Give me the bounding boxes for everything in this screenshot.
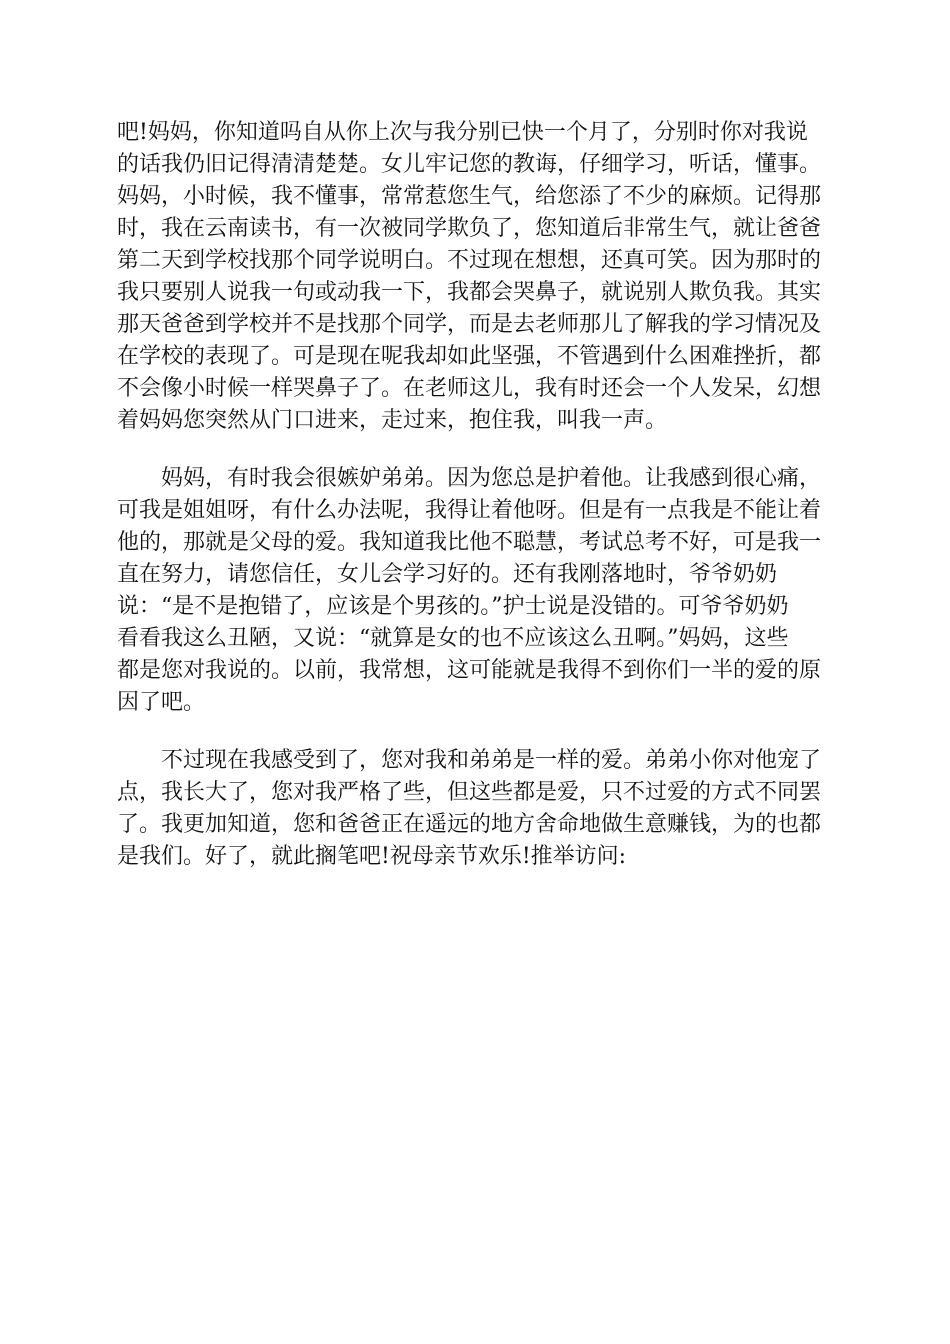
paragraph-2-line-4: 直在努力，请您信任，女儿会学习好的。还有我刚落地时，爷爷奶奶 bbox=[117, 562, 778, 587]
paragraph-1-line-9: 不会像小时候一样哭鼻子了。在老师这儿，我有时还会一个人发呆，幻想 bbox=[117, 376, 822, 401]
paragraph-2-line-8: 因了吧。 bbox=[117, 690, 206, 715]
paragraph-2-line-7: 都是您对我说的。以前，我常想，这可能就是我得不到你们一半的爱的原 bbox=[117, 658, 822, 683]
paragraph-1-line-5: 第二天到学校找那个同学说明白。不过现在想想，还真可笑。因为那时的 bbox=[117, 248, 822, 273]
paragraph-1-line-7: 那天爸爸到学校并不是找那个同学，而是去老师那儿了解我的学习情况及 bbox=[117, 312, 822, 337]
paragraph-1-line-1: 吧!妈妈，你知道吗自从你上次与我分别已快一个月了，分别时你对我说 bbox=[117, 120, 808, 145]
paragraph-2-line-5: 说：“是不是抱错了，应该是个男孩的。”护士说是没错的。可爷爷奶奶 bbox=[117, 594, 789, 619]
paragraph-3-line-4: 是我们。好了，就此搁笔吧!祝母亲节欢乐!推举访问: bbox=[117, 844, 627, 869]
paragraph-1-line-2: 的话我仍旧记得清清楚楚。女儿牢记您的教诲，仔细学习，听话，懂事。 bbox=[117, 152, 822, 177]
paragraph-1-line-3: 妈妈，小时候，我不懂事，常常惹您生气，给您添了不少的麻烦。记得那 bbox=[117, 184, 822, 209]
paragraph-1-line-8: 在学校的表现了。可是现在呢我却如此坚强，不管遇到什么困难挫折，都 bbox=[117, 344, 822, 369]
paragraph-1-line-6: 我只要别人说我一句或动我一下，我都会哭鼻子，就说别人欺负我。其实 bbox=[117, 280, 822, 305]
paragraph-1-line-4: 时，我在云南读书，有一次被同学欺负了，您知道后非常生气，就让爸爸 bbox=[117, 216, 822, 241]
paragraph-2-line-2: 可我是姐姐呀，有什么办法呢，我得让着他呀。但是有一点我是不能让着 bbox=[117, 498, 822, 523]
paragraph-3-line-2: 点，我长大了，您对我严格了些，但这些都是爱，只不过爱的方式不同罢 bbox=[117, 780, 822, 805]
paragraph-2-line-6: 看看我这么丑陋，又说：“就算是女的也不应该这么丑啊。”妈妈，这些 bbox=[117, 626, 789, 651]
paragraph-2-line-3: 他的，那就是父母的爱。我知道我比他不聪慧，考试总考不好，可是我一 bbox=[117, 530, 822, 555]
paragraph-2-line-1: 妈妈，有时我会很嫉妒弟弟。因为您总是护着他。让我感到很心痛， bbox=[161, 466, 822, 491]
paragraph-3-line-1: 不过现在我感受到了，您对我和弟弟是一样的爱。弟弟小你对他宠了 bbox=[161, 748, 822, 773]
paragraph-3-line-3: 了。我更加知道，您和爸爸正在遥远的地方舍命地做生意赚钱，为的也都 bbox=[117, 812, 822, 837]
paragraph-1-line-10: 着妈妈您突然从门口进来，走过来，抱住我，叫我一声。 bbox=[117, 408, 668, 433]
